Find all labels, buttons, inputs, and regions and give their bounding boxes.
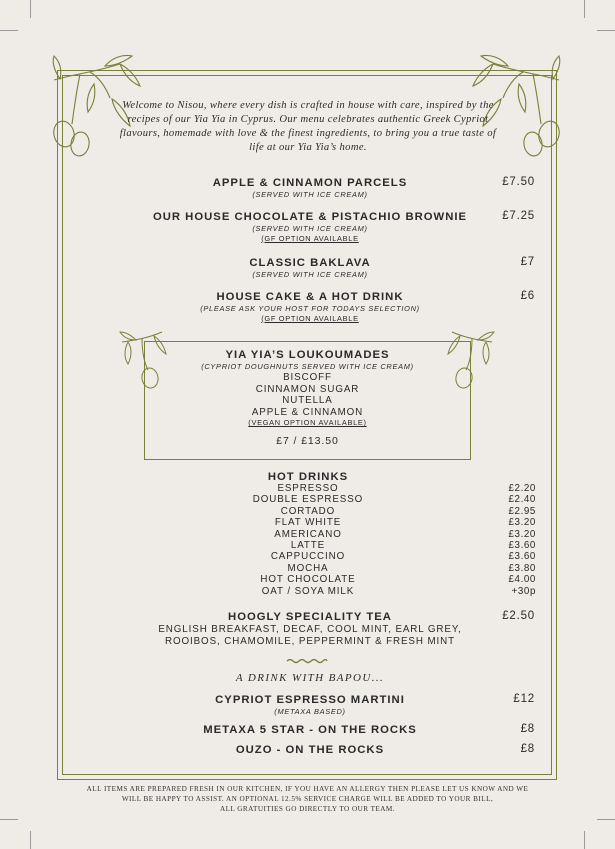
item-name: OUZO - ON THE ROCKS — [235, 744, 385, 756]
menu-item-baklava — [140, 256, 480, 280]
footer-line: WILL BE HAPPY TO ASSIST. AN OPTIONAL 12.5% SERVICE CHARGE WILL BE ADDED TO YOUR BILL, — [121, 795, 494, 803]
menu-item-ouzo — [140, 743, 480, 757]
tea-line: ROOIBOS, CHAMOMILE, PEPPERMINT & FRESH MINT — [164, 636, 455, 647]
item-price: £6 — [520, 290, 535, 302]
item-name: CYPRIOT ESPRESSO MARTINI — [215, 694, 405, 706]
drink-price: +30p — [511, 585, 536, 597]
menu-item-house-cake — [140, 290, 480, 324]
item-note: (SERVED WITH ICE CREAM) — [252, 190, 368, 199]
item-name: OUR HOUSE CHOCOLATE & PISTACHIO BROWNIE — [152, 211, 468, 223]
item-name: APPLE & CINNAMON PARCELS — [212, 177, 408, 189]
item-option: (VEGAN OPTION AVAILABLE) — [248, 418, 367, 428]
flavour-item: NUTELLA — [282, 395, 333, 407]
item-note: (SERVED WITH ICE CREAM) — [252, 224, 368, 233]
item-price: £8 — [520, 743, 535, 755]
drink-name: HOT CHOCOLATE — [260, 574, 356, 586]
item-price: £12 — [513, 693, 535, 705]
menu-item-espresso-martini — [140, 693, 480, 717]
hot-drinks-list — [200, 483, 416, 597]
item-price: £7.50 — [502, 176, 535, 188]
item-price: £2.50 — [502, 610, 535, 622]
item-option: (GF OPTION AVAILABLE — [261, 234, 359, 243]
crop-mark — [597, 819, 615, 820]
hot-drinks-section — [200, 470, 416, 484]
menu-item-metaxa — [140, 723, 480, 737]
item-price: £7 / £13.50 — [276, 435, 339, 448]
drink-name: CAPPUCCINO — [270, 551, 346, 563]
drink-name: CORTADO — [280, 505, 336, 517]
menu-item-brownie — [140, 210, 480, 244]
item-name: HOOGLY SPECIALITY TEA — [228, 611, 392, 623]
crop-mark — [30, 831, 31, 849]
item-price: £8 — [520, 723, 535, 735]
loukoumades-content — [144, 348, 471, 448]
item-note: (PLEASE ASK YOUR HOST FOR TODAYS SELECTION) — [200, 304, 420, 313]
drink-name: LATTE — [290, 540, 326, 552]
item-option: (GF OPTION AVAILABLE — [261, 314, 359, 323]
flavour-item: BISCOFF — [283, 372, 332, 383]
item-note: (SERVED WITH ICE CREAM) — [252, 270, 368, 279]
section-heading-bapou: A DRINK WITH BAPOU... — [235, 672, 385, 684]
footer-line: ALL GRATUITIES GO DIRECTLY TO OUR TEAM. — [219, 805, 395, 813]
item-price: £7.25 — [502, 210, 535, 222]
crop-mark — [597, 30, 615, 31]
tea-description — [140, 624, 480, 648]
drink-price: £2.95 — [508, 505, 536, 517]
drink-price: £3.60 — [508, 540, 536, 552]
menu-item-apple-parcels — [140, 176, 480, 200]
footer-note — [55, 784, 560, 814]
drink-name: MOCHA — [287, 562, 329, 574]
crop-mark — [584, 0, 585, 18]
drink-price: £3.20 — [508, 528, 536, 540]
item-name: CLASSIC BAKLAVA — [249, 257, 371, 269]
item-name: HOUSE CAKE & A HOT DRINK — [216, 291, 404, 303]
item-name: METAXA 5 STAR - ON THE ROCKS — [203, 724, 417, 736]
wave-divider-icon — [286, 657, 328, 665]
intro-text: Welcome to Nisou, where every dish is crafted in house with care, inspired by the recipes of our Yia Yia in Cyprus. Our menu celebrates authentic Greek Cypriot flavours, homemade with love & the finest ingredients, to bring you a true taste of life at our Yia Yia’s home. — [119, 100, 497, 153]
hot-drinks-prices — [490, 483, 536, 597]
drink-price: £3.80 — [508, 562, 536, 574]
drink-price: £3.60 — [508, 551, 536, 563]
flavour-item: APPLE & CINNAMON — [251, 406, 364, 418]
drink-price: £2.20 — [508, 483, 536, 494]
drink-price: £3.20 — [508, 517, 536, 529]
menu-item-tea — [140, 610, 480, 624]
item-name: YIA YIA’S LOUKOUMADES — [225, 349, 390, 361]
crop-mark — [584, 831, 585, 849]
tea-line: ENGLISH BREAKFAST, DECAF, COOL MINT, EARL GREY, — [158, 624, 462, 635]
section-title: HOT DRINKS — [267, 471, 349, 483]
drink-name: FLAT WHITE — [274, 517, 342, 529]
crop-mark — [0, 30, 18, 31]
drink-name: AMERICANO — [274, 528, 342, 540]
crop-mark — [30, 0, 31, 18]
item-note: (METAXA BASED) — [274, 707, 346, 716]
drink-price: £2.40 — [508, 494, 536, 506]
item-note: (CYPRIOT DOUGHNUTS SERVED WITH ICE CREAM) — [201, 362, 414, 371]
footer-line: ALL ITEMS ARE PREPARED FRESH IN OUR KITCHEN, IF YOU HAVE AN ALLERGY THEN PLEASE LET US KNOW AND WE — [86, 785, 529, 793]
drink-name: OAT / SOYA MILK — [261, 585, 355, 597]
flavour-item: CINNAMON SUGAR — [255, 383, 360, 395]
crop-mark — [0, 819, 18, 820]
item-price: £7 — [520, 256, 535, 268]
drink-name: ESPRESSO — [277, 483, 339, 494]
drink-name: DOUBLE ESPRESSO — [252, 494, 364, 506]
drink-price: £4.00 — [508, 574, 536, 586]
